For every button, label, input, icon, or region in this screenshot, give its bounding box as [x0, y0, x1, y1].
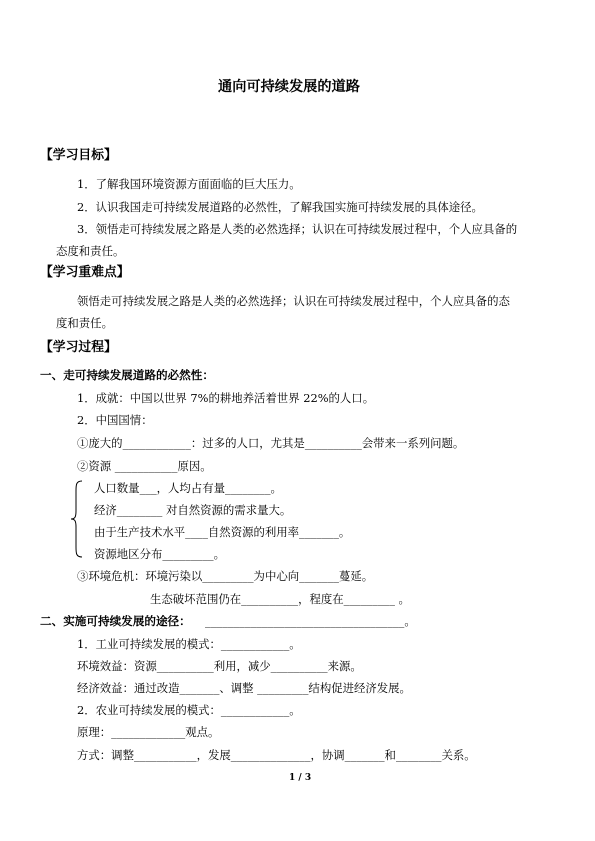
section2-line: 原理：_____________观点。: [77, 725, 220, 739]
section1-line: ③环境危机：环境污染以_________为中心向_______蔓延。: [77, 569, 374, 583]
section1-line: 经济________ 对自然资源的需求量大。: [94, 503, 292, 517]
key-point-line: 度和责任。: [56, 316, 113, 330]
page-number: 1 / 3: [289, 773, 312, 783]
goal-line: 2．认识我国走可持续发展道路的必然性，了解我国实施可持续发展的具体途径。: [77, 200, 483, 214]
section1-line: 资源地区分布_________。: [94, 547, 225, 561]
section1-heading: 一、走可持续发展道路的必然性：: [40, 368, 214, 382]
section2-heading-blank: ___________________________________。: [205, 614, 416, 628]
section2-line: 1．工业可持续发展的模式：____________。: [77, 637, 301, 651]
goal-line: 3．领悟走可持续发展之路是人类的必然选择；认识在可持续发展过程中，个人应具备的: [77, 222, 518, 236]
page-title: 通向可持续发展的道路: [218, 79, 360, 95]
section2-heading: 二、实施可持续发展的途径：: [40, 614, 191, 628]
section1-line: 由于生产技术水平____自然资源的利用率_______。: [94, 525, 351, 539]
goal-line: 1．了解我国环境资源方面面临的巨大压力。: [77, 177, 301, 191]
section1-line: 1．成就：中国以世界 7%的耕地养活着世界 22%的人口。: [77, 391, 375, 405]
heading-key-points: 【学习重难点】: [40, 265, 130, 280]
heading-process: 【学习过程】: [40, 340, 117, 355]
section1-line: ②资源 ___________原因。: [77, 459, 212, 473]
section1-line: 生态破坏范围仍在__________，程度在_________ 。: [150, 592, 410, 606]
key-point-line: 领悟走可持续发展之路是人类的必然选择；认识在可持续发展过程中，个人应具备的态: [77, 294, 510, 308]
heading-goals: 【学习目标】: [40, 148, 117, 163]
section2-line: 2．农业可持续发展的模式：____________。: [77, 703, 301, 717]
left-brace: [70, 479, 84, 559]
section2-line: 经济效益：通过改造_______、调整 _________结构促进经济发展。: [77, 681, 411, 695]
section1-line: ①庞大的____________：过多的人口，尤其是__________会带来一系列问题。: [77, 436, 465, 450]
section2-line: 环境效益：资源__________利用，减少__________来源。: [77, 659, 362, 673]
section2-line: 方式：调整___________，发展______________，协调_______和________关系。: [77, 748, 476, 762]
section1-line: 人口数量___，人均占有量________。: [94, 481, 282, 495]
section1-line: 2．中国国情：: [77, 413, 153, 427]
goal-line: 态度和责任。: [56, 244, 125, 258]
